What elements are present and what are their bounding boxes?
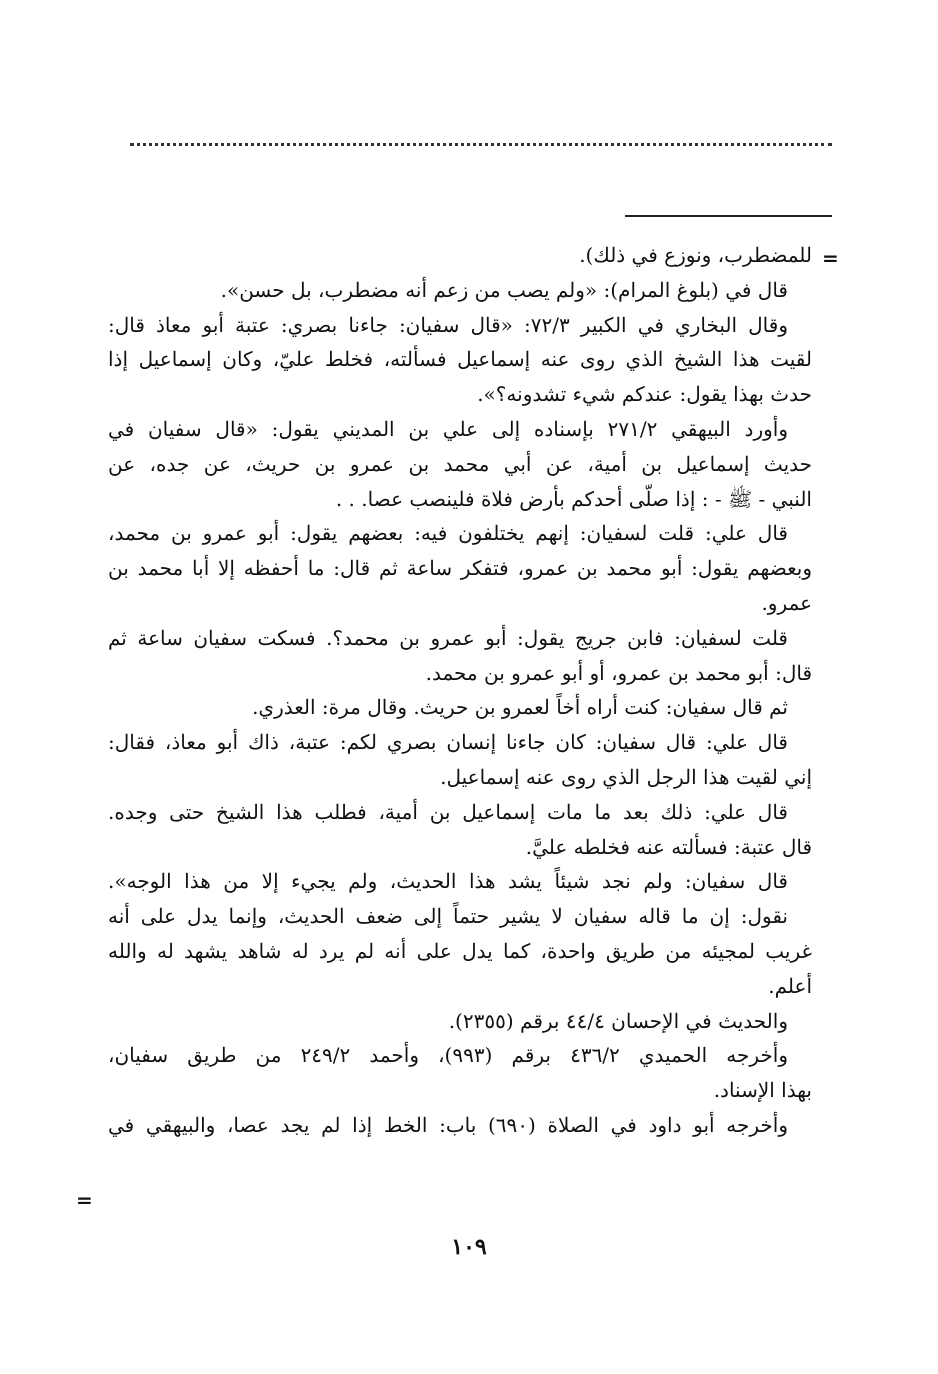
text-line: وقال البخاري في الكبير ٧٢/٣: «قال سفيان: جاءنا بصري: عتبة أبو معاذ قال: <box>108 312 788 337</box>
text-line: إني لقيت هذا الرجل الذي روى عنه إسماعيل. <box>440 764 812 789</box>
text-line: قال علي: قلت لسفيان: إنهم يختلفون فيه: بعضهم يقول: أبو عمرو بن محمد، <box>108 521 788 546</box>
header-dotted-rule <box>130 143 832 146</box>
text-line: حدث بهذا يقول: عندكم شيء تشدونه؟». <box>477 382 812 407</box>
text-line: لقيت هذا الشيخ الذي روى عنه إسماعيل فسألته، فخلط عليّ، وكان إسماعيل إذا <box>108 347 812 372</box>
continuation-mark-top: = <box>822 246 839 270</box>
text-line: قلت لسفيان: فابن جريج يقول: أبو عمرو بن محمد؟. فسكت سفيان ساعة ثم <box>108 625 788 650</box>
text-line: قال: أبو محمد بن عمرو، أو أبو عمرو بن محمد. <box>425 660 812 685</box>
text-line: قال في (بلوغ المرام): «ولم يصب من زعم أنه مضطرب، بل حسن». <box>220 277 788 302</box>
page-number: ١٠٩ <box>451 1234 487 1260</box>
text-line: وأورد البيهقي ٢٧١/٢ بإسناده إلى علي بن المديني يقول: «قال سفيان في <box>108 416 788 441</box>
text-line: غريب لمجيئه من طريق واحدة، كما يدل على أنه لم يرد له شاهد يشهد له والله <box>108 938 812 963</box>
text-line: للمضطرب، ونوزع في ذلك). <box>579 243 812 267</box>
text-line: وأخرجه الحميدي ٤٣٦/٢ برقم (٩٩٣)، وأحمد ٢٤٩/٢ من طريق سفيان، <box>108 1043 788 1068</box>
continuation-mark-bottom: = <box>76 1188 93 1212</box>
text-line: نقول: إن ما قاله سفيان لا يشير حتماً إلى ضعف الحديث، وإنما يدل على أنه <box>108 904 788 929</box>
text-line: وبعضهم يقول: أبو محمد بن عمرو، فتفكر ساعة ثم قال: ما أحفظه إلا أبا محمد بن <box>108 556 812 581</box>
text-line: قال سفيان: ولم نجد شيئاً يشد هذا الحديث، ولم يجيء إلا من هذا الوجه». <box>108 869 788 894</box>
text-line: والحديث في الإحسان ٤٤/٤ برقم (٢٣٥٥). <box>448 1008 788 1033</box>
text-line: قال عتبة: فسألته عنه فخلطه عليَّ. <box>525 834 812 859</box>
text-line: قال علي: ذلك بعد ما مات إسماعيل بن أمية، فطلب هذا الشيخ حتى وجده. <box>108 799 788 824</box>
text-line: وأخرجه أبو داود في الصلاة (٦٩٠) باب: الخط إذا لم يجد عصا، والبيهقي في <box>108 1112 788 1137</box>
text-line: ثم قال سفيان: كنت أراه أخاً لعمرو بن حريث. وقال مرة: العذري. <box>252 695 788 720</box>
footnote-separator-line <box>625 215 832 217</box>
text-line: النبي - ﷺ - : إذا صلّى أحدكم بأرض فلاة فلينصب عصا. . . <box>335 486 812 511</box>
text-line: أعلم. <box>768 973 812 998</box>
text-line: بهذا الإسناد. <box>713 1078 812 1103</box>
text-line: قال علي: قال سفيان: كان جاءنا إنسان بصري لكم: عتبة، ذاك أبو معاذ، فقال: <box>108 730 788 755</box>
footnote-text-block <box>108 238 812 1143</box>
text-line: عمرو. <box>761 590 812 615</box>
text-line: حديث إسماعيل بن أمية، عن أبي محمد بن عمرو بن حريث، عن جده، عن <box>108 451 812 476</box>
